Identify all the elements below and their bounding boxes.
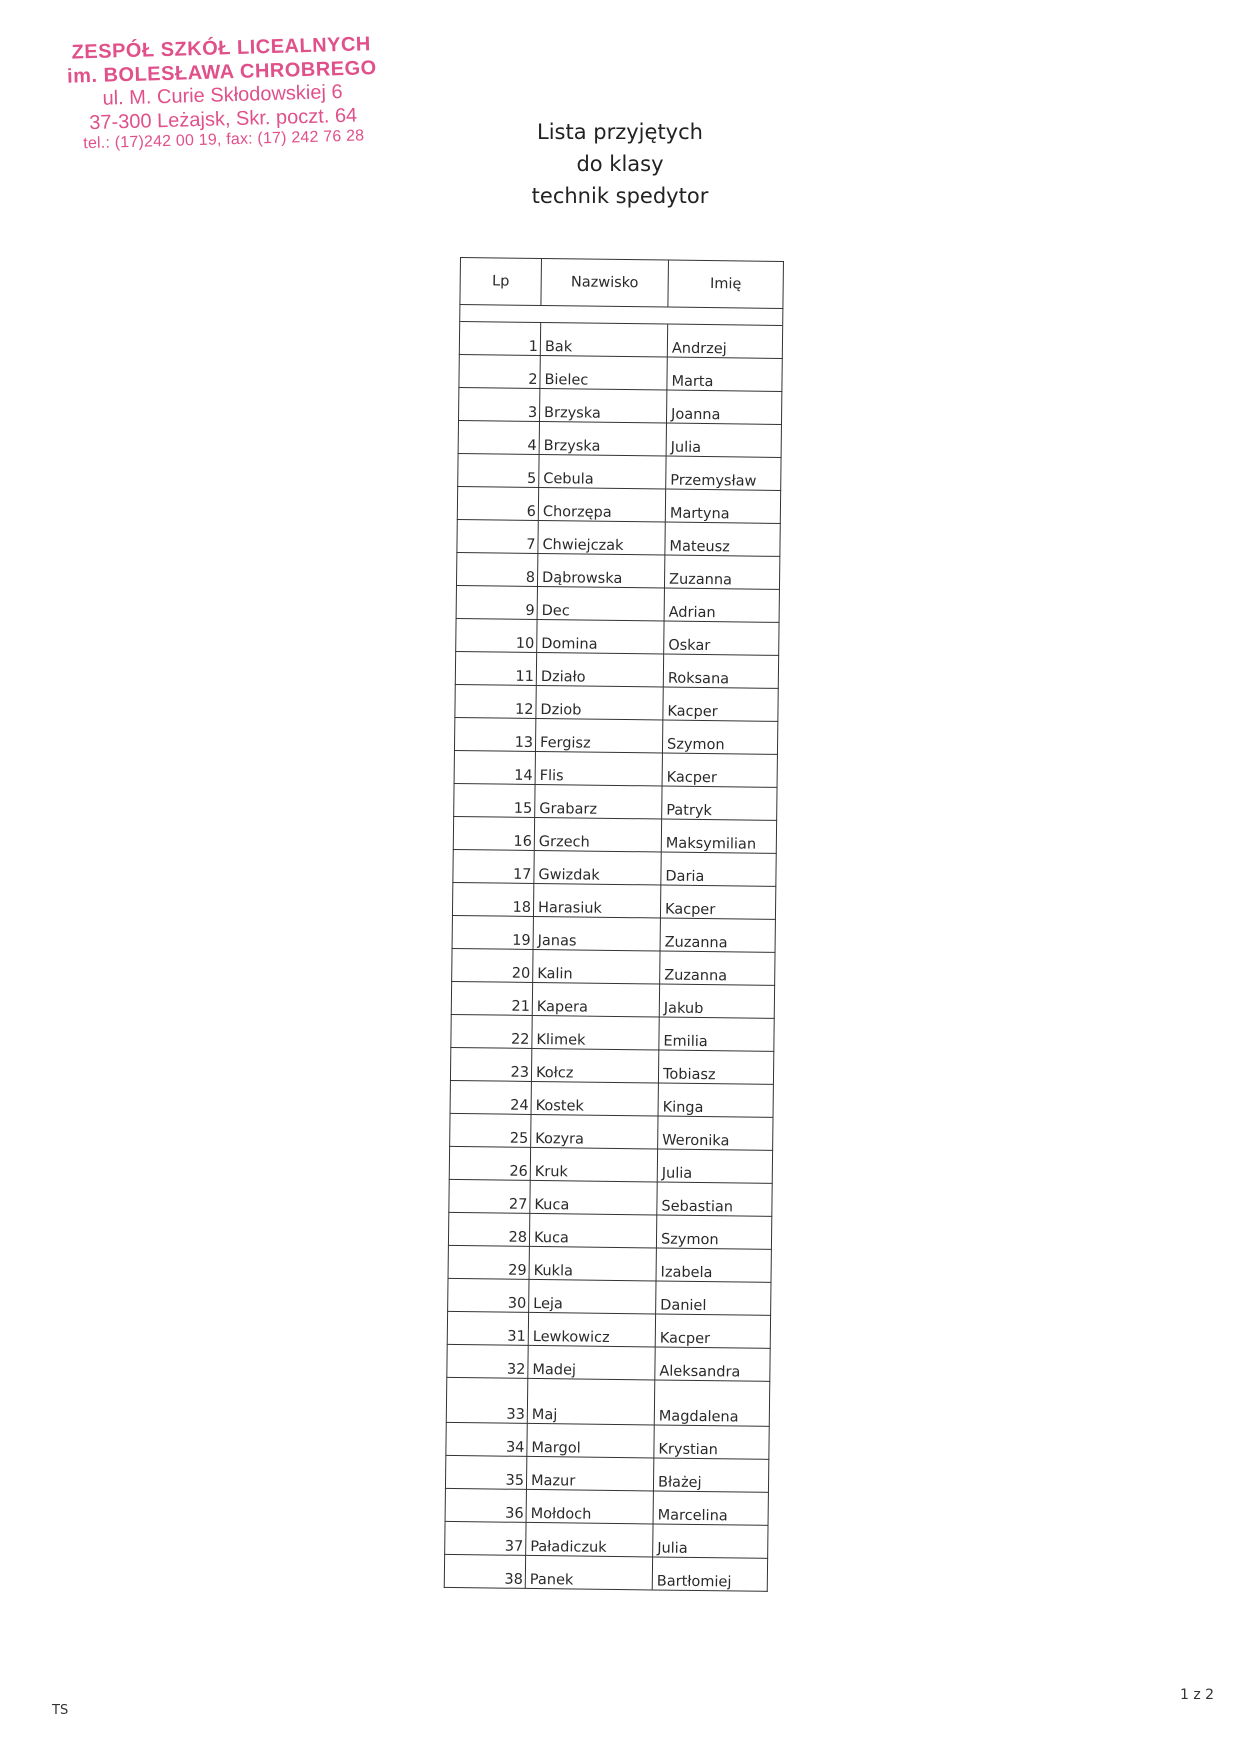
table-row xyxy=(446,1377,770,1426)
cell-name: Martyna xyxy=(665,489,780,523)
cell-name: Błażej xyxy=(653,1458,768,1492)
cell-surname: Kalin xyxy=(533,949,660,984)
document-title xyxy=(470,116,770,212)
cell-lp: 8 xyxy=(456,552,537,586)
cell-surname: Mazur xyxy=(526,1456,653,1491)
cell-lp: 14 xyxy=(454,750,535,784)
cell-lp: 24 xyxy=(450,1080,531,1114)
stamp-street: ul. M. Curie Skłodowskiej 6 xyxy=(102,81,343,110)
footer-initials: TS xyxy=(52,1703,69,1718)
title-line-2: do klasy xyxy=(576,152,664,176)
table-row xyxy=(456,618,779,655)
cell-name: Magdalena xyxy=(654,1380,770,1426)
table-row xyxy=(448,1278,771,1315)
admitted-students-table-wrapper xyxy=(444,257,784,1592)
cell-name: Kacper xyxy=(655,1314,770,1348)
cell-surname: Janas xyxy=(533,916,660,951)
cell-surname: Kruk xyxy=(530,1147,657,1182)
stamp-phone: tel.: (17)242 00 19, fax: (17) 242 76 28 xyxy=(83,127,365,153)
cell-surname: Domina xyxy=(537,619,664,654)
cell-surname: Maj xyxy=(527,1378,655,1425)
cell-lp: 7 xyxy=(457,519,538,553)
table-row xyxy=(458,453,781,490)
table-body xyxy=(444,305,783,1592)
cell-lp: 38 xyxy=(444,1554,525,1588)
cell-surname: Klimek xyxy=(532,1015,659,1050)
cell-surname: Madej xyxy=(528,1345,655,1380)
cell-name: Patryk xyxy=(662,786,777,820)
table-row xyxy=(451,981,774,1018)
table-row xyxy=(452,948,775,985)
header-lp: Lp xyxy=(460,258,542,306)
cell-name: Julia xyxy=(653,1524,768,1558)
table-row xyxy=(455,651,778,688)
cell-surname: Margol xyxy=(527,1423,654,1458)
table-row xyxy=(447,1344,770,1381)
cell-name: Daniel xyxy=(656,1281,771,1315)
cell-lp: 17 xyxy=(453,849,534,883)
cell-name: Izabela xyxy=(656,1248,771,1282)
cell-surname: Panek xyxy=(525,1555,652,1590)
cell-name: Mateusz xyxy=(665,522,780,556)
cell-surname: Chorzępa xyxy=(538,487,665,522)
table-row xyxy=(445,1455,768,1492)
table-row xyxy=(454,783,777,820)
cell-lp: 23 xyxy=(450,1047,531,1081)
cell-lp: 34 xyxy=(446,1422,527,1456)
cell-surname: Flis xyxy=(535,751,662,786)
table-row xyxy=(454,750,777,787)
cell-lp: 22 xyxy=(451,1014,532,1048)
table-row xyxy=(445,1521,768,1558)
cell-lp: 9 xyxy=(456,585,537,619)
cell-surname: Brzyska xyxy=(539,388,666,423)
cell-name: Daria xyxy=(661,852,776,886)
cell-lp: 2 xyxy=(459,354,540,388)
cell-name: Kacper xyxy=(662,753,777,787)
cell-name: Aleksandra xyxy=(655,1347,770,1381)
table-row xyxy=(447,1311,770,1348)
cell-name: Marcelina xyxy=(653,1491,768,1525)
table-row xyxy=(459,322,782,359)
table-row xyxy=(453,849,776,886)
cell-name: Tobiasz xyxy=(658,1050,773,1084)
cell-surname: Kuca xyxy=(529,1213,656,1248)
cell-name: Przemysław xyxy=(666,456,781,490)
table-row xyxy=(450,1047,773,1084)
cell-surname: Grabarz xyxy=(535,784,662,819)
table-row xyxy=(451,1014,774,1051)
table-row xyxy=(455,684,778,721)
cell-lp: 28 xyxy=(448,1212,529,1246)
cell-surname: Dec xyxy=(537,586,664,621)
cell-surname: Fergisz xyxy=(535,718,662,753)
cell-name: Marta xyxy=(667,357,782,391)
table-row xyxy=(448,1212,771,1249)
cell-name: Maksymilian xyxy=(661,819,776,853)
cell-surname: Gwizdak xyxy=(534,850,661,885)
cell-name: Zuzanna xyxy=(660,918,775,952)
table-row xyxy=(452,915,775,952)
cell-lp: 21 xyxy=(451,981,532,1015)
table-header-row xyxy=(460,258,784,309)
cell-lp: 1 xyxy=(459,322,540,356)
cell-surname: Dziob xyxy=(536,685,663,720)
cell-name: Adrian xyxy=(664,588,779,622)
cell-surname: Cebula xyxy=(539,454,666,489)
cell-surname: Paładiczuk xyxy=(526,1522,653,1557)
cell-surname: Grzech xyxy=(534,817,661,852)
table-row xyxy=(457,486,780,523)
cell-lp: 32 xyxy=(447,1344,528,1378)
cell-name: Oskar xyxy=(664,621,779,655)
cell-surname: Brzyska xyxy=(539,421,666,456)
cell-surname: Kostek xyxy=(531,1081,658,1116)
cell-lp: 27 xyxy=(449,1179,530,1213)
cell-lp: 36 xyxy=(445,1488,526,1522)
table-row xyxy=(454,717,777,754)
header-surname: Nazwisko xyxy=(541,258,669,307)
table-row xyxy=(449,1179,772,1216)
cell-lp: 16 xyxy=(453,816,534,850)
cell-name: Weronika xyxy=(658,1116,773,1150)
table-row xyxy=(459,354,782,391)
cell-surname: Lewkowicz xyxy=(528,1312,655,1347)
stamp-city: 37-300 Leżajsk, Skr. poczt. 64 xyxy=(88,104,358,134)
cell-surname: Kapera xyxy=(532,982,659,1017)
table-row xyxy=(444,1554,767,1591)
title-line-1: Lista przyjętych xyxy=(537,120,703,144)
cell-name: Bartłomiej xyxy=(652,1557,767,1591)
cell-surname: Bak xyxy=(540,322,667,357)
cell-lp: 26 xyxy=(449,1146,530,1180)
cell-name: Julia xyxy=(666,423,781,457)
cell-surname: Działo xyxy=(536,652,663,687)
cell-lp: 11 xyxy=(455,651,536,685)
cell-surname: Chwiejczak xyxy=(538,520,665,555)
cell-lp: 37 xyxy=(445,1521,526,1555)
cell-name: Emilia xyxy=(659,1017,774,1051)
cell-surname: Kuca xyxy=(530,1180,657,1215)
table-row xyxy=(450,1113,773,1150)
cell-name: Zuzanna xyxy=(664,555,779,589)
cell-lp: 6 xyxy=(457,486,538,520)
table-row xyxy=(450,1080,773,1117)
cell-lp: 35 xyxy=(445,1455,526,1489)
table-row xyxy=(456,585,779,622)
table-row xyxy=(445,1488,768,1525)
cell-lp: 31 xyxy=(447,1311,528,1345)
cell-lp: 19 xyxy=(452,915,533,949)
cell-name: Jakub xyxy=(659,984,774,1018)
cell-lp: 25 xyxy=(450,1113,531,1147)
footer-page-number: 1 z 2 xyxy=(1180,1687,1215,1703)
cell-surname: Kozyra xyxy=(531,1114,658,1149)
cell-lp: 20 xyxy=(452,948,533,982)
title-line-3: technik spedytor xyxy=(531,184,709,208)
cell-lp: 4 xyxy=(458,420,539,454)
cell-surname: Leja xyxy=(529,1279,656,1314)
cell-lp: 18 xyxy=(452,882,533,916)
table-row xyxy=(456,552,779,589)
cell-name: Krystian xyxy=(654,1425,769,1459)
cell-name: Kacper xyxy=(660,885,775,919)
cell-surname: Kukla xyxy=(529,1246,656,1281)
cell-lp: 12 xyxy=(455,684,536,718)
table-row xyxy=(446,1422,769,1459)
cell-lp: 13 xyxy=(454,717,535,751)
cell-lp: 3 xyxy=(459,387,540,421)
cell-name: Joanna xyxy=(666,390,781,424)
cell-name: Sebastian xyxy=(657,1182,772,1216)
table-row xyxy=(449,1146,772,1183)
table-row xyxy=(448,1245,771,1282)
stamp-school-patron: im. BOLESŁAWA CHROBREGO xyxy=(66,56,377,88)
cell-surname: Kołcz xyxy=(531,1048,658,1083)
cell-name: Kacper xyxy=(663,687,778,721)
cell-lp: 29 xyxy=(448,1245,529,1279)
cell-surname: Mołdoch xyxy=(526,1489,653,1524)
cell-name: Julia xyxy=(657,1149,772,1183)
cell-name: Andrzej xyxy=(667,324,782,358)
table-row xyxy=(457,519,780,556)
cell-lp: 33 xyxy=(446,1377,528,1423)
cell-name: Szymon xyxy=(662,720,777,754)
school-stamp xyxy=(56,33,389,155)
cell-surname: Harasiuk xyxy=(533,883,660,918)
table-row xyxy=(458,420,781,457)
admitted-students-table xyxy=(444,257,784,1592)
cell-lp: 15 xyxy=(454,783,535,817)
cell-name: Roksana xyxy=(663,654,778,688)
table-row xyxy=(453,816,776,853)
table-row xyxy=(452,882,775,919)
cell-name: Szymon xyxy=(656,1215,771,1249)
cell-surname: Dąbrowska xyxy=(537,553,664,588)
cell-lp: 10 xyxy=(456,618,537,652)
cell-name: Zuzanna xyxy=(660,951,775,985)
stamp-school-name: ZESPÓŁ SZKÓŁ LICEALNYCH xyxy=(71,33,372,64)
cell-lp: 30 xyxy=(448,1278,529,1312)
table-row xyxy=(459,387,782,424)
cell-surname: Bielec xyxy=(540,355,667,390)
header-name: Imię xyxy=(668,260,784,308)
cell-lp: 5 xyxy=(458,453,539,487)
cell-name: Kinga xyxy=(658,1083,773,1117)
